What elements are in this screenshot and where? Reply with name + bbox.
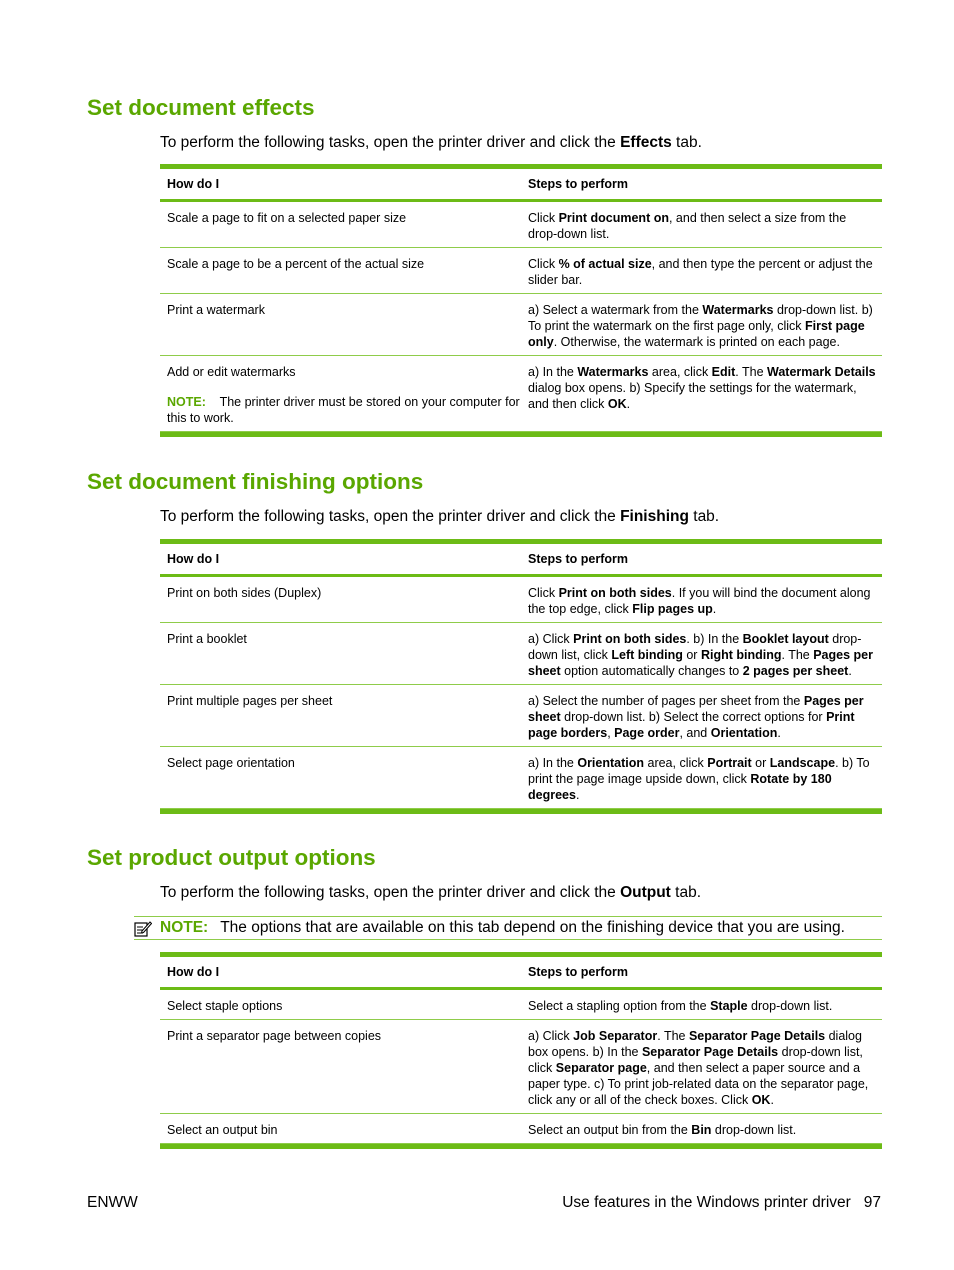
ui-term: Left binding <box>611 648 683 662</box>
section-title: Set product output options <box>87 845 376 870</box>
ui-term: Watermarks <box>577 365 649 379</box>
step-text: area, click <box>648 365 712 379</box>
ui-term: Staple <box>710 999 748 1013</box>
step-text: dialog box opens. b) In the <box>528 1029 862 1059</box>
step-text: . b) To print the page image upside down, click <box>528 756 870 786</box>
table-row: Scale a page to fit on a selected paper size Click Print document on, and then select a size from the drop-down list. <box>160 202 882 248</box>
step-text: drop-down list, click <box>528 632 862 662</box>
step-text: Select an output bin from the <box>528 1123 692 1137</box>
step-text: option automatically changes to <box>560 664 743 678</box>
table-row: Print a watermark a) Select a watermark from the Watermarks drop-down list. b) To print the watermark on the first page only, click First page only. Otherwise, the watermark is printed on each page. <box>160 294 882 356</box>
ui-term: Pages per sheet <box>528 648 873 678</box>
footer-right: Use features in the Windows printer driver 97 <box>562 1194 881 1211</box>
section-intro: To perform the following tasks, open the printer driver and click the Output tab. <box>160 884 702 901</box>
section-title: Set document finishing options <box>87 469 424 494</box>
step-text: drop-down list. <box>711 1123 797 1137</box>
ui-term: % of actual size <box>558 257 652 271</box>
ui-term: Pages per sheet <box>528 694 864 724</box>
step-text: . <box>770 1093 774 1107</box>
step-text: Click <box>528 211 559 225</box>
step-text: , and then select a size from the drop-down list. <box>528 211 847 241</box>
note-text: NOTE: The options that are available on this tab depend on the finishing device that you are using. <box>160 919 845 936</box>
table-row: Print a booklet a) Click Print on both sides. b) In the Booklet layout drop-down list, click Left binding or Right binding. The Pages per sheet option automatically changes to 2 pages per sheet. <box>160 623 882 685</box>
step-text: area, click <box>644 756 708 770</box>
table-row: Print a separator page between copies a) Click Job Separator. The Separator Page Details dialog box opens. b) In the Separator Page Details drop-down list, click Separator page, and then select a paper source and a paper type. c) To print job-related data on the separator page, click any or all of the check boxes. Click OK. <box>160 1020 882 1114</box>
table-row: Select an output bin Select an output bin from the Bin drop-down list. <box>160 1114 882 1144</box>
ui-term: Watermark Details <box>767 365 876 379</box>
note: NOTE: The printer driver must be stored on your computer for this to work. <box>167 395 520 425</box>
step-text: a) Select the number of pages per sheet from the <box>528 694 804 708</box>
step-text: Click <box>528 586 559 600</box>
ui-term: Print document on <box>558 211 669 225</box>
step-text: or <box>682 648 701 662</box>
ui-term: Flip pages up <box>632 602 713 616</box>
ui-term: Separator Page Details <box>641 1045 779 1059</box>
step-text: . <box>626 397 631 411</box>
step-text: drop-down list. <box>747 999 833 1013</box>
step-text: . The <box>781 648 814 662</box>
ui-term: 2 pages per sheet <box>742 664 849 678</box>
section-intro: To perform the following tasks, open the printer driver and click the Finishing tab. <box>160 508 720 525</box>
step-text: , and then select a paper source and a paper type. c) To print job-related data on the separator page, click any or all of the check boxes. Click <box>528 1061 869 1107</box>
ui-term: Print on both sides <box>573 632 687 646</box>
note-box <box>134 916 882 940</box>
table-bottom-rule <box>160 809 882 814</box>
step-text: . <box>712 602 717 616</box>
ui-term: Orientation <box>710 726 778 740</box>
step-text: drop-down list, click <box>528 1045 863 1075</box>
section-intro: To perform the following tasks, open the printer driver and click the Effects tab. <box>160 134 702 151</box>
step-text: . The <box>735 365 768 379</box>
step-text: . If you will bind the document along the top edge, click <box>528 586 871 616</box>
output-table <box>160 952 882 1149</box>
ui-term: Orientation <box>577 756 645 770</box>
table-row: Add or edit watermarks NOTE: The printer driver must be stored on your computer for this to work. a) In the Watermarks area, click Edit. The Watermark Details dialog box opens. b) Specify the settings for the watermark, and then click OK. <box>160 356 882 432</box>
table-header: How do I Steps to perform <box>167 177 629 191</box>
ui-term: First page only <box>528 319 865 349</box>
table-row: Select page orientation a) In the Orientation area, click Portrait or Landscape. b) To print the page image upside down, click Rotate by 180 degrees. <box>160 747 882 809</box>
step-text: a) Select a watermark from the <box>528 303 703 317</box>
step-text: Click <box>528 257 559 271</box>
ui-term: Print page borders <box>528 710 855 740</box>
step-text: a) Click <box>528 632 574 646</box>
step-text: a) In the <box>528 365 578 379</box>
ui-term: Separator page <box>555 1061 647 1075</box>
ui-term: Booklet layout <box>742 632 829 646</box>
table-row: Print on both sides (Duplex) Click Print on both sides. If you will bind the document along the top edge, click Flip pages up. <box>160 577 882 623</box>
finishing-table <box>160 539 882 814</box>
ui-term: Print on both sides <box>558 586 672 600</box>
ui-term: Watermarks <box>702 303 774 317</box>
ui-term: Portrait <box>707 756 752 770</box>
table-header: How do I Steps to perform <box>167 552 629 566</box>
ui-term: OK <box>607 397 627 411</box>
ui-term: Separator Page Details <box>688 1029 826 1043</box>
step-text: dialog box opens. b) Specify the settings for the watermark, and then click <box>528 381 857 411</box>
step-text: , <box>607 726 615 740</box>
ui-term: Rotate by 180 degrees <box>528 772 832 802</box>
section-title: Set document effects <box>87 95 315 120</box>
step-text: , and <box>679 726 711 740</box>
ui-term: Bin <box>691 1123 712 1137</box>
ui-term: Right binding <box>700 648 782 662</box>
ui-term: Landscape <box>769 756 836 770</box>
ui-term: Job Separator <box>573 1029 658 1043</box>
step-text: , and then type the percent or adjust the slider bar. <box>528 257 873 287</box>
step-text: . <box>848 664 852 678</box>
table-row: Scale a page to be a percent of the actual size Click % of actual size, and then type the percent or adjust the slider bar. <box>160 248 882 294</box>
step-text: . b) In the <box>686 632 743 646</box>
step-text: a) Click <box>528 1029 574 1043</box>
table-row: Select staple options Select a stapling option from the Staple drop-down list. <box>160 990 882 1020</box>
table-bottom-rule <box>160 1144 882 1149</box>
table-bottom-rule <box>160 432 882 437</box>
ui-term: OK <box>751 1093 771 1107</box>
ui-term: Edit <box>711 365 736 379</box>
ui-term: Page order <box>614 726 680 740</box>
step-text: . <box>575 788 580 802</box>
step-text: Select a stapling option from the <box>528 999 711 1013</box>
step-text: drop-down list. b) To print the watermark on the first page only, click <box>528 303 873 333</box>
page-number: 97 <box>863 1194 881 1211</box>
footer-left: ENWW <box>87 1194 138 1211</box>
effects-table <box>160 164 882 437</box>
step-text: or <box>751 756 770 770</box>
note-pencil-icon <box>134 920 152 937</box>
table-row: Print multiple pages per sheet a) Select the number of pages per sheet from the Pages per sheet drop-down list. b) Select the correct options for Print page borders, Page order, and Orientation. <box>160 685 882 747</box>
step-text: . Otherwise, the watermark is printed on each page. <box>553 335 840 349</box>
table-header: How do I Steps to perform <box>167 965 629 979</box>
step-text: . The <box>657 1029 689 1043</box>
step-text: . <box>777 726 781 740</box>
step-text: a) In the <box>528 756 578 770</box>
step-text: drop-down list. b) Select the correct options for <box>560 710 827 724</box>
